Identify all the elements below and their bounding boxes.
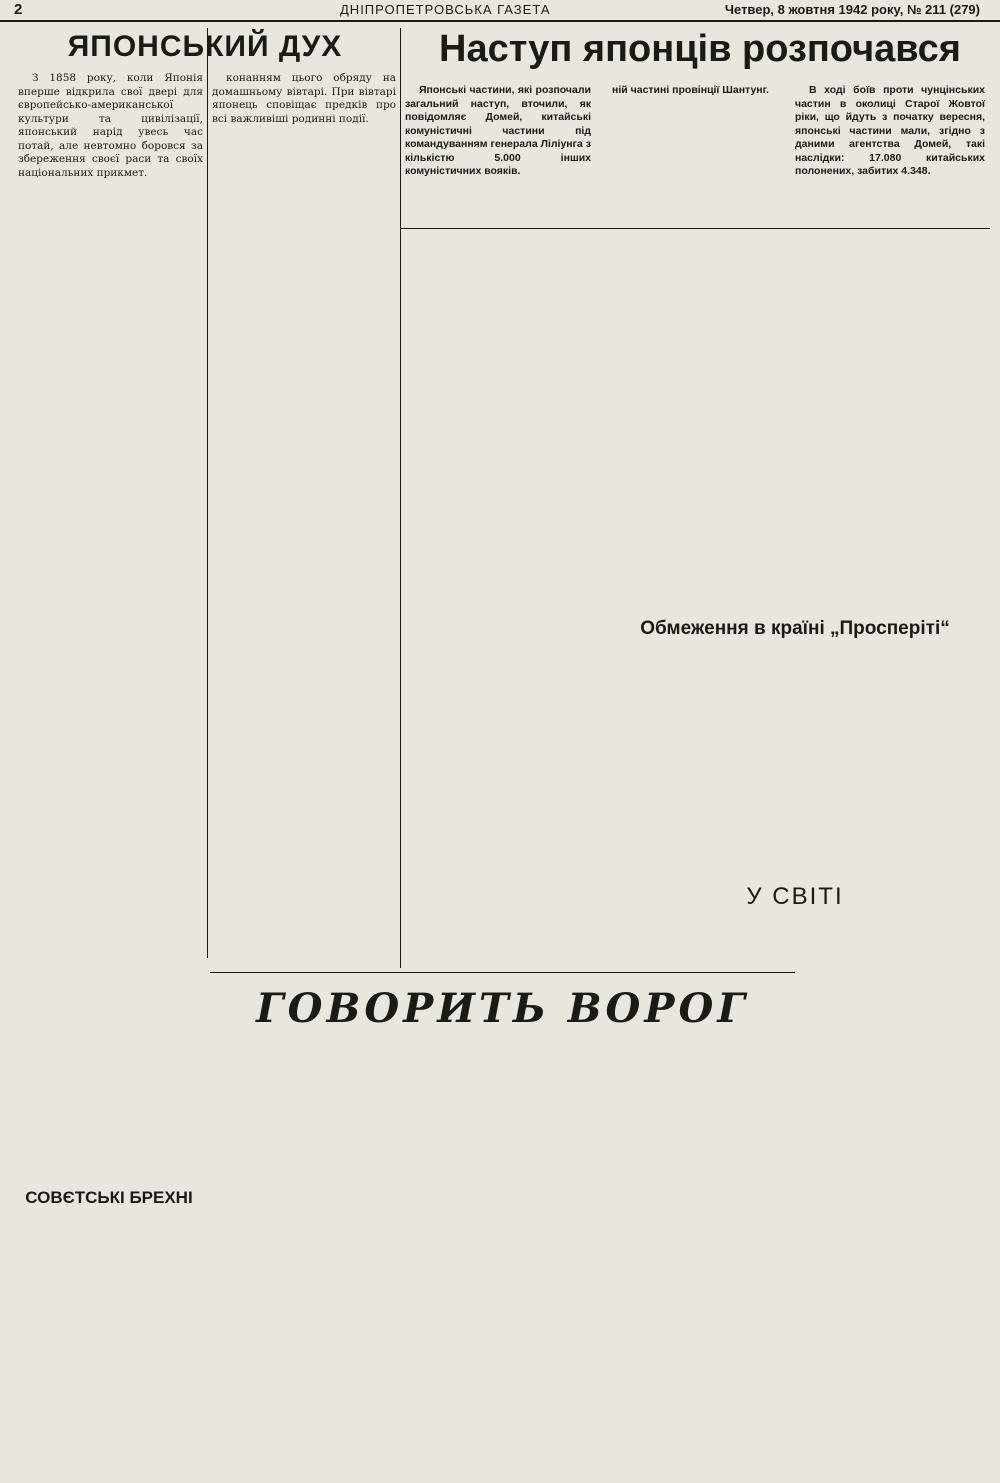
section-divider <box>210 972 795 973</box>
headline-japanese-spirit: ЯПОНСЬКИЙ ДУХ <box>67 30 343 63</box>
headline-japanese-offensive: Наступ японців розпочався <box>439 28 961 70</box>
issue-date: Четвер, 8 жовтня 1942 року, № 211 (279) <box>724 2 980 17</box>
headline-enemy-speaks: ГОВОРИТЬ ВОРОГ <box>256 985 749 1032</box>
column-divider <box>207 28 208 958</box>
offensive-lead-col2 <box>598 84 786 224</box>
paper-name: ДНІПРОПЕТРОВСЬКА ГАЗЕТА <box>340 2 551 17</box>
headline-soviet-lies: СОВЄТСЬКІ БРЕХНІ <box>25 1188 193 1207</box>
column-divider <box>400 28 401 968</box>
page-number: 2 <box>14 1 23 18</box>
offensive-lead-col1 <box>405 84 591 224</box>
paragraph: В ході боїв проти чунцінських частин в околиці Старої Жовтої ріки, що йдуть з початку вересня, японські частини мали, згідно з даними агентства Домей, такі наслідки: 17.080 китайських полонених, забитих 4.348. <box>795 84 985 177</box>
headline-world: У СВІТІ <box>746 883 844 910</box>
paragraph: ній частині провінції Шантунг. <box>612 84 769 96</box>
offensive-lead-col3 <box>795 84 985 224</box>
article-japanese-spirit-col2 <box>212 72 396 192</box>
headline-prosperity: Обмеження в країні „Просперіті“ <box>640 618 950 639</box>
paragraph: З 1858 року, коли Японія вперше відкрила свої двері для європейсько-американської культури та цивілізації, японський нарід увесь час потай, але невтомно боровся за збереження своєї раси та своїх національних прикмет. <box>18 72 203 179</box>
paragraph: Японські частини, які розпочали загальний наступ, вточили, як повідомляє Домей, китайські комуністичні частини під командуванням генерала Ліліунга з кількістю 5.000 інших комуністичних вояків. <box>405 84 591 177</box>
section-divider <box>400 228 990 229</box>
paragraph: конанням цього обряду на домашньому вівтарі. При вівтарі японець сповіщає предків про всі важливіші родинні події. <box>212 72 396 125</box>
masthead <box>0 0 1000 22</box>
article-japanese-spirit-col1 <box>18 72 203 192</box>
